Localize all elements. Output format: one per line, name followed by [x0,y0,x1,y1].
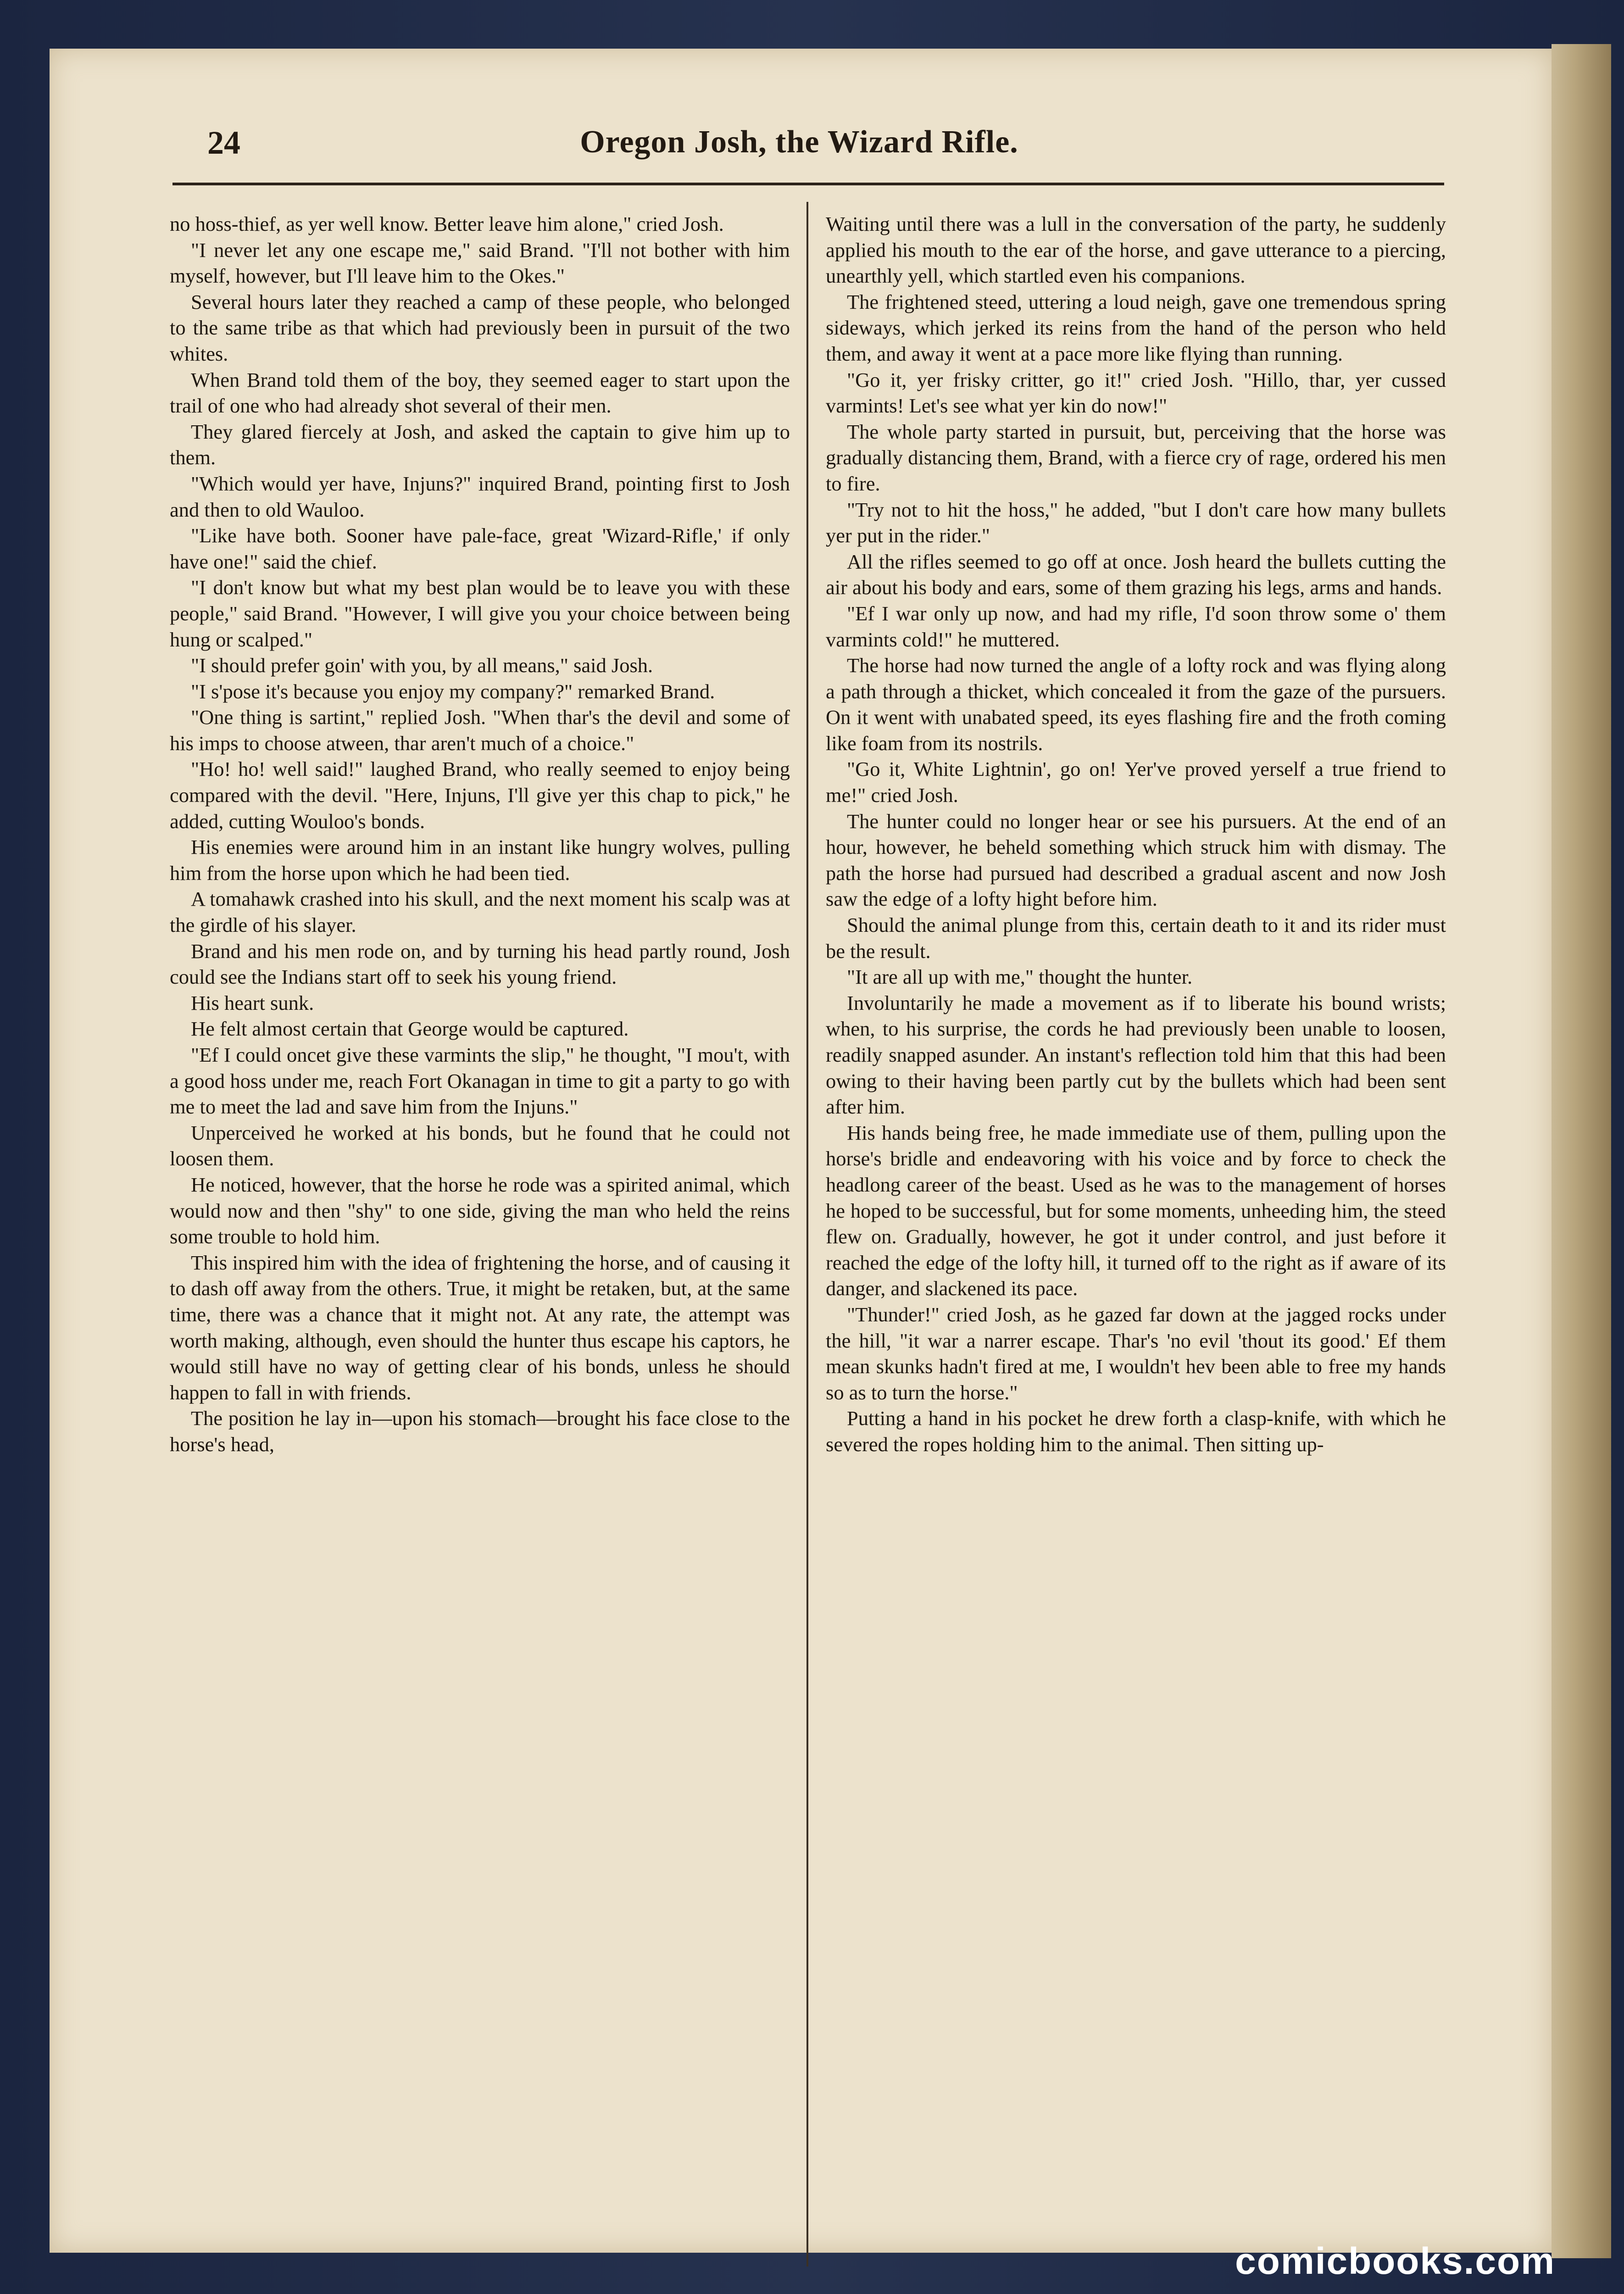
paragraph: Unperceived he worked at his bonds, but he found that he could not loosen them. [170,1121,790,1170]
paragraph: Waiting until there was a lull in the conversation of the party, he suddenly applied his mouth to the ear of the horse, and gave utterance to a piercing, unearthly yell, which startled even his companions. [826,212,1446,288]
paragraph: The position he lay in—upon his stomach—brought his face close to the horse's head, [170,1407,790,1456]
paragraph: All the rifles seemed to go off at once. Josh heard the bullets cutting the air about his body and ears, some of them grazing his legs, arms and hands. [826,550,1446,599]
paragraph: "Go it, White Lightnin', go on! Yer've proved yerself a true friend to me!" cried Josh. [826,757,1446,807]
page-header [157,124,1441,174]
paragraph: This inspired him with the idea of frightening the horse, and of causing it to dash off away from the others. True, it might be retaken, but, at the same time, there was a chance that it might not. At any rate, the attempt was worth making, although, even should the hunter thus escape his captors, he would still have no way of getting clear of his bonds, unless he should happen to fall in with friends. [170,1251,790,1404]
paragraph: "Ho! ho! well said!" laughed Brand, who really seemed to enjoy being compared with the devil. "Here, Injuns, I'll give yer this chap to pick," he added, cutting Wouloo's bonds. [170,757,790,833]
paragraph: "I never let any one escape me," said Brand. "I'll not bother with him myself, however, but I'll leave him to the Okes." [170,238,790,288]
paragraph: Brand and his men rode on, and by turning his head partly round, Josh could see the Indians start off to seek his young friend. [170,939,790,989]
paragraph: "Go it, yer frisky critter, go it!" cried Josh. "Hillo, thar, yer cussed varmints! Let's see what yer kin do now!" [826,368,1446,418]
paragraph: He felt almost certain that George would be captured. [191,1017,629,1041]
paragraph: "It are all up with me," thought the hunter. [847,965,1193,989]
paragraph: "I should prefer goin' with you, by all means," said Josh. [191,654,653,677]
page-number: 24 [207,124,240,161]
paragraph: "Ef I war only up now, and had my rifle, I'd soon throw some o' them varmints cold!" he muttered. [826,601,1446,651]
paragraph: The horse had now turned the angle of a lofty rock and was flying along a path through a thicket, which concealed it from the gaze of the pursuers. On it went with unabated speed, its eyes flashing fire and the froth coming like foam from its nostrils. [826,654,1446,755]
paragraph: "Try not to hit the hoss," he added, "but I don't care how many bullets yer put in the rider." [826,498,1446,547]
paragraph: When Brand told them of the boy, they seemed eager to start upon the trail of one who had already shot several of their men. [170,368,790,418]
paragraph: He noticed, however, that the horse he rode was a spirited animal, which would now and then "shy" to one side, giving the man who held the reins some trouble to hold him. [170,1173,790,1248]
right-column [826,211,1446,2257]
facing-page-edge [1552,44,1611,2258]
paragraph: no hoss-thief, as yer well know. Better leave him alone," cried Josh. [170,212,724,235]
paragraph: The frightened steed, uttering a loud neigh, gave one tremendous spring sideways, which jerked its reins from the hand of the person who held them, and away it went at a pace more like flying than running. [826,290,1446,365]
paragraph: Putting a hand in his pocket he drew forth a clasp-knife, with which he severed the ropes holding him to the animal. Then sitting up- [826,1407,1446,1456]
paragraph: Should the animal plunge from this, certain death to it and its rider must be the result. [826,913,1446,963]
paragraph: "I s'pose it's because you enjoy my company?" remarked Brand. [191,679,715,703]
paragraph: His heart sunk. [191,991,314,1014]
paragraph: A tomahawk crashed into his skull, and the next moment his scalp was at the girdle of his slayer. [170,887,790,937]
paragraph: His enemies were around him in an instant like hungry wolves, pulling him from the horse upon which he had been tied. [170,835,790,885]
paragraph: They glared fiercely at Josh, and asked the captain to give him up to them. [170,420,790,469]
running-title: Oregon Josh, the Wizard Rifle. [580,124,1018,160]
watermark-text: comicbooks.com [1235,2240,1555,2282]
paragraph: "One thing is sartint," replied Josh. "When thar's the devil and some of his imps to choose atween, thar aren't much of a choice." [170,706,790,755]
paragraph: Several hours later they reached a camp of these people, who belonged to the same tribe as that which had previously been in pursuit of the two whites. [170,290,790,365]
paragraph: "I don't know but what my best plan would be to leave you with these people," said Brand. "However, I will give you your choice between being hung or scalped." [170,576,790,651]
paragraph: His hands being free, he made immediate use of them, pulling upon the horse's bridle and endeavoring with his voice and by force to check the headlong career of the beast. Used as he was to the management of horses he hoped to be successful, but for some moments, unheeding him, the steed flew on. Gradually, however, he got it under control, and just before it reached the edge of the lofty hill, it turned off to the right as if aware of its danger, and slackened its pace. [826,1121,1446,1300]
left-column [170,211,790,2257]
paragraph: The hunter could no longer hear or see his pursuers. At the end of an hour, however, he beheld something which struck him with dismay. The path the horse had pursued had described a gradual ascent and now Josh saw the edge of a lofty hight before him. [826,809,1446,911]
paragraph: Involuntarily he made a movement as if to liberate his bound wrists; when, to his surprise, the cords he had previously been unable to loosen, readily snapped asunder. An instant's reflection told him that this had been owing to their having been partly cut by the bullets which had been sent after him. [826,991,1446,1119]
column-divider [806,202,808,2266]
paragraph: "Ef I could oncet give these varmints the slip," he thought, "I mou't, with a good hoss under me, reach Fort Okanagan in time to git a party to go with me to meet the lad and save him from the Injuns." [170,1043,790,1119]
paragraph: "Which would yer have, Injuns?" inquired Brand, pointing first to Josh and then to old Wauloo. [170,472,790,521]
paragraph: "Like have both. Sooner have pale-face, great 'Wizard-Rifle,' if only have one!" said the chief. [170,524,790,573]
paragraph: "Thunder!" cried Josh, as he gazed far down at the jagged rocks under the hill, "it war a narrer escape. Thar's 'no evil 'thout its good.' Ef them mean skunks hadn't fired at me, I wouldn't hev been able to free my hands so as to turn the horse." [826,1303,1446,1404]
paragraph: The whole party started in pursuit, but, perceiving that the horse was gradually distancing them, Brand, with a fierce cry of rage, ordered his men to fire. [826,420,1446,495]
header-rule [172,183,1444,185]
